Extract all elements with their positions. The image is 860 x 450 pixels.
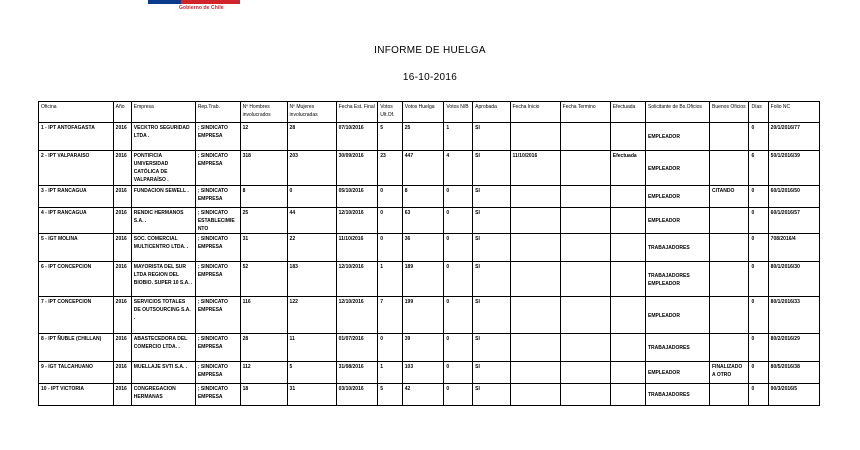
table-cell <box>710 334 749 362</box>
table-row <box>39 151 820 186</box>
table-cell: 0 <box>444 262 473 297</box>
table-cell: 31 <box>287 384 336 406</box>
column-header: Días <box>749 102 768 123</box>
table-cell <box>610 362 645 384</box>
table-cell <box>560 334 610 362</box>
table-cell: EMPLEADOR <box>645 186 709 208</box>
table-cell: 42 <box>402 384 444 406</box>
table-cell: 0 <box>749 262 768 297</box>
logo-red-bar <box>181 0 240 4</box>
table-cell <box>560 234 610 262</box>
table-cell: 189 <box>402 262 444 297</box>
table-cell: 2016 <box>113 234 131 262</box>
table-cell: SI <box>473 384 510 406</box>
table-cell <box>560 208 610 234</box>
table-cell <box>710 123 749 151</box>
table-cell: 05/10/2016 <box>336 186 378 208</box>
column-header: Fecha Termino <box>560 102 610 123</box>
table-cell: 80/5/2016/38 <box>768 362 819 384</box>
table-cell: 80/2/2016/29 <box>768 334 819 362</box>
table-cell: 5 - IGT MOLINA <box>39 234 114 262</box>
table-cell: 122 <box>287 297 336 334</box>
table-cell: 12/10/2016 <box>336 262 378 297</box>
table-cell: ; SINDICATO EMPRESA <box>195 334 240 362</box>
table-cell: 60/1/2016/50 <box>768 186 819 208</box>
table-cell: 0 <box>749 123 768 151</box>
table-cell: SI <box>473 262 510 297</box>
table-cell: 2016 <box>113 334 131 362</box>
table-cell: 0 <box>444 384 473 406</box>
table-cell: 0 <box>749 384 768 406</box>
table-cell <box>510 334 560 362</box>
table-cell: 0 <box>749 186 768 208</box>
table-cell: 0 <box>444 186 473 208</box>
table-cell: 112 <box>240 362 287 384</box>
table-cell: 12/10/2016 <box>336 297 378 334</box>
table-row <box>39 362 820 384</box>
table-cell: 20/1/2016/77 <box>768 123 819 151</box>
table-row <box>39 234 820 262</box>
table-cell: FINALIZADO A OTRO <box>710 362 749 384</box>
table-cell: Efectuada <box>610 151 645 186</box>
table-cell: TRABAJADORES EMPLEADOR <box>645 262 709 297</box>
table-cell: 28 <box>240 334 287 362</box>
table-cell: EMPLEADOR <box>645 208 709 234</box>
table-row <box>39 297 820 334</box>
table-cell: 8 <box>402 186 444 208</box>
table-cell: 4 <box>444 151 473 186</box>
table-cell: 0 <box>444 334 473 362</box>
table-cell: SI <box>473 151 510 186</box>
table-cell <box>510 297 560 334</box>
table-cell: 2016 <box>113 262 131 297</box>
table-cell: TRABAJADORES <box>645 234 709 262</box>
table-cell <box>610 234 645 262</box>
table-cell: CONGREGACION HERMANAS <box>131 384 195 406</box>
table-cell: ; SINDICATO EMPRESA <box>195 384 240 406</box>
table-cell: SI <box>473 234 510 262</box>
table-cell: 07/10/2016 <box>336 123 378 151</box>
table-cell <box>560 123 610 151</box>
table-cell: ; SINDICATO EMPRESA <box>195 297 240 334</box>
table-cell: 6 - IPT CONCEPCION <box>39 262 114 297</box>
table-row <box>39 384 820 406</box>
table-cell: 01/07/2016 <box>336 334 378 362</box>
table-cell: 0 <box>749 334 768 362</box>
table-cell <box>610 208 645 234</box>
table-cell <box>610 334 645 362</box>
table-cell: SI <box>473 297 510 334</box>
table-cell: TRABAJADORES <box>645 334 709 362</box>
table-row <box>39 334 820 362</box>
table-cell: SI <box>473 186 510 208</box>
table-cell: EMPLEADOR <box>645 151 709 186</box>
table-cell: 8 <box>240 186 287 208</box>
table-cell: 1 - IPT ANTOFAGASTA <box>39 123 114 151</box>
table-cell: 22 <box>287 234 336 262</box>
gobierno-de-chile-logo <box>148 0 240 18</box>
logo-blue-bar <box>148 0 181 4</box>
table-cell: 28 <box>287 123 336 151</box>
column-header: Votos Huelga <box>402 102 444 123</box>
table-cell: 2016 <box>113 123 131 151</box>
table-cell: 63 <box>402 208 444 234</box>
table-row <box>39 208 820 234</box>
table-cell: ; SINDICATO EMPRESA <box>195 186 240 208</box>
table-cell: SOC. COMERCIAL MULTICENTRO LTDA. . <box>131 234 195 262</box>
table-cell: 39 <box>402 334 444 362</box>
table-cell: 11/10/2016 <box>510 151 560 186</box>
table-cell: ; SINDICATO EMPRESA <box>195 123 240 151</box>
table-cell <box>610 297 645 334</box>
table-cell: 199 <box>402 297 444 334</box>
table-row <box>39 123 820 151</box>
table-cell <box>560 384 610 406</box>
table-cell: 31 <box>240 234 287 262</box>
table-cell: 0 <box>444 297 473 334</box>
table-cell: 25 <box>402 123 444 151</box>
table-cell: 36 <box>402 234 444 262</box>
table-cell: 12/10/2016 <box>336 208 378 234</box>
table-cell <box>510 384 560 406</box>
table-cell: 90/3/2016/5 <box>768 384 819 406</box>
table-cell: ABASTECEDORA DEL COMERCIO LTDA. . <box>131 334 195 362</box>
table-cell: 2016 <box>113 384 131 406</box>
table-cell: 708/2016/4 <box>768 234 819 262</box>
table-cell: 0 <box>749 208 768 234</box>
table-cell: 3 - IPT RANCAGUA <box>39 186 114 208</box>
table-cell: 203 <box>287 151 336 186</box>
table-cell: 8 - IPT ÑUBLE (CHILLAN) <box>39 334 114 362</box>
table-cell: RENDIC HERMANOS S.A. . <box>131 208 195 234</box>
table-cell: 0 <box>444 234 473 262</box>
column-header: Nº Hombres involucrados <box>240 102 287 123</box>
table-cell: CITANDO <box>710 186 749 208</box>
column-header: Solicitante de Bs.Oficios <box>645 102 709 123</box>
table-cell: 0 <box>749 234 768 262</box>
table-cell <box>610 262 645 297</box>
table-cell: SERVICIOS TOTALES DE OUTSOURCING S.A. . <box>131 297 195 334</box>
table-cell: 11/10/2016 <box>336 234 378 262</box>
column-header: Aprobada <box>473 102 510 123</box>
table-cell: 44 <box>287 208 336 234</box>
table-cell: 18 <box>240 384 287 406</box>
table-cell: 31/08/2016 <box>336 362 378 384</box>
table-cell: 1 <box>444 123 473 151</box>
table-cell: 7 - IPT CONCEPCION <box>39 297 114 334</box>
table-cell: 52 <box>240 262 287 297</box>
table-cell: 0 <box>287 186 336 208</box>
table-cell <box>510 262 560 297</box>
table-cell: 0 <box>749 297 768 334</box>
table-cell: 80/1/2016/30 <box>768 262 819 297</box>
table-cell: 2016 <box>113 151 131 186</box>
table-cell <box>510 123 560 151</box>
table-cell <box>610 123 645 151</box>
report-date: 16-10-2016 <box>402 72 458 83</box>
column-header: Oficina <box>39 102 114 123</box>
table-cell: 11 <box>287 334 336 362</box>
table-cell: 9 - IGT TALCAHUANO <box>39 362 114 384</box>
table-cell: 318 <box>240 151 287 186</box>
table-cell: MAYORISTA DEL SUR LTDA REGION DEL BIOBIO. SUPER 10 S.A. . <box>131 262 195 297</box>
table-row <box>39 262 820 297</box>
table-cell: SI <box>473 362 510 384</box>
table-cell: 2 - IPT VALPARAISO <box>39 151 114 186</box>
table-cell: 2016 <box>113 186 131 208</box>
table-header-row <box>39 102 820 123</box>
table-cell <box>560 362 610 384</box>
table-cell: 0 <box>378 234 403 262</box>
table-cell: 183 <box>287 262 336 297</box>
column-header: Folio NC <box>768 102 819 123</box>
table-cell <box>710 208 749 234</box>
table-cell <box>560 262 610 297</box>
table-cell <box>610 186 645 208</box>
table-cell: 0 <box>749 362 768 384</box>
table-cell: 25 <box>240 208 287 234</box>
table-cell: PONTIFICIA UNIVERSIDAD CATÓLICA DE VALPARAÍSO . <box>131 151 195 186</box>
table-cell: 447 <box>402 151 444 186</box>
table-cell <box>710 262 749 297</box>
table-cell: 103 <box>402 362 444 384</box>
table-cell: ; SINDICATO EMPRESA <box>195 151 240 186</box>
table-cell: MUELLAJE SVTI S.A. . <box>131 362 195 384</box>
table-cell <box>510 208 560 234</box>
table-cell: SI <box>473 208 510 234</box>
table-cell: SI <box>473 334 510 362</box>
table-cell <box>710 384 749 406</box>
table-cell: 0 <box>444 362 473 384</box>
table-cell: 03/10/2016 <box>336 384 378 406</box>
table-cell: 5 <box>378 123 403 151</box>
column-header: Rep.Trab. <box>195 102 240 123</box>
table-cell: ; SINDICATO ESTABLECIMIENTO <box>195 208 240 234</box>
table-cell: 1 <box>378 262 403 297</box>
table-cell <box>510 234 560 262</box>
table-cell: 10 - IPT VICTORIA <box>39 384 114 406</box>
table-cell: ; SINDICATO EMPRESA <box>195 234 240 262</box>
column-header: Nº Mujeres involucradas <box>287 102 336 123</box>
table-cell: FUNDACION SEWELL . <box>131 186 195 208</box>
table-cell: 60/1/2016/57 <box>768 208 819 234</box>
table-cell: 0 <box>378 334 403 362</box>
column-header: Efectuada <box>610 102 645 123</box>
column-header: Buenos Oficios <box>710 102 749 123</box>
table-cell: 0 <box>378 186 403 208</box>
table-row <box>39 186 820 208</box>
table-cell: 5 <box>378 384 403 406</box>
table-cell: 23 <box>378 151 403 186</box>
table-cell: EMPLEADOR <box>645 362 709 384</box>
table-cell: 2016 <box>113 362 131 384</box>
table-cell <box>510 362 560 384</box>
column-header: Año <box>113 102 131 123</box>
table-cell: 12 <box>240 123 287 151</box>
table-cell: 80/1/2016/33 <box>768 297 819 334</box>
table-cell <box>710 234 749 262</box>
table-cell: 30/09/2016 <box>336 151 378 186</box>
table-cell: 2016 <box>113 208 131 234</box>
table-cell: 50/1/2016/39 <box>768 151 819 186</box>
table-cell: 0 <box>378 208 403 234</box>
table-cell: TRABAJADORES <box>645 384 709 406</box>
column-header: Fecha Inicio <box>510 102 560 123</box>
column-header: Votos N/B <box>444 102 473 123</box>
table-cell: 7 <box>378 297 403 334</box>
table-cell: VECKTRO SEGURIDAD LTDA . <box>131 123 195 151</box>
column-header: Votos Ult.Of. <box>378 102 403 123</box>
table-cell: ; SINDICATO EMPRESA <box>195 262 240 297</box>
table-cell <box>510 186 560 208</box>
report-title: INFORME DE HUELGA <box>374 45 486 56</box>
strike-report-table <box>38 101 820 406</box>
logo-text: Gobierno de Chile <box>179 5 224 11</box>
table-cell <box>710 151 749 186</box>
table-cell <box>560 297 610 334</box>
column-header: Fecha Est. Final <box>336 102 378 123</box>
table-cell <box>710 297 749 334</box>
table-cell: 4 - IPT RANCAGUA <box>39 208 114 234</box>
table-cell <box>560 186 610 208</box>
table-cell <box>610 384 645 406</box>
table-cell: 6 <box>749 151 768 186</box>
table-cell: 1 <box>378 362 403 384</box>
table-cell: SI <box>473 123 510 151</box>
table-cell: ; SINDICATO EMPRESA <box>195 362 240 384</box>
table-cell: EMPLEADOR <box>645 297 709 334</box>
column-header: Empresa <box>131 102 195 123</box>
table-cell: EMPLEADOR <box>645 123 709 151</box>
table-cell: 0 <box>444 208 473 234</box>
table-cell: 2016 <box>113 297 131 334</box>
table-cell: 116 <box>240 297 287 334</box>
table-cell <box>560 151 610 186</box>
table-cell: 5 <box>287 362 336 384</box>
